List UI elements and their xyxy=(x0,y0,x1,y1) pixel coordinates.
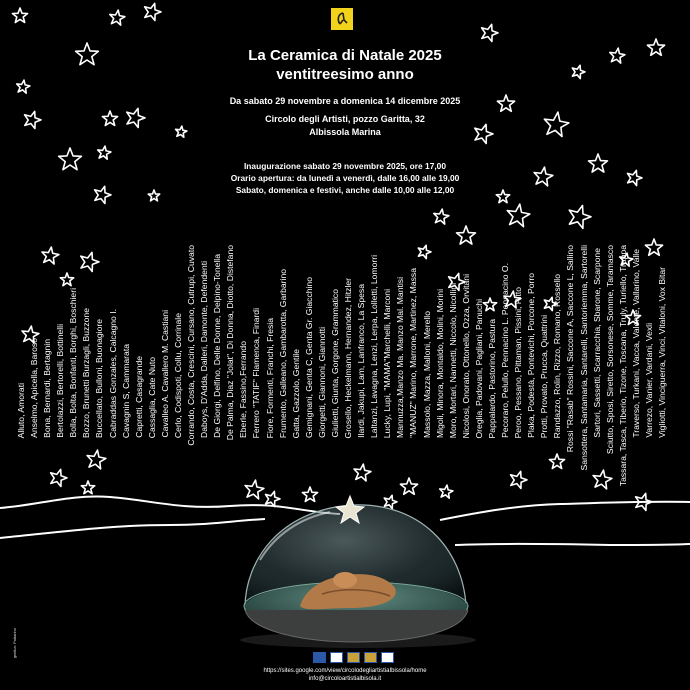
artist-column: Pappalardo, Pastorino, Pastura xyxy=(486,318,497,438)
artist-column: De Palma, Diaz "Jolat", Di Donna, Diotto, Distefano xyxy=(225,245,236,441)
artist-column: Cerlo, Codispoti, Collu, Corrinale xyxy=(172,312,183,438)
event-venue: Circolo degli Artisti, pozzo Garitta, 32 xyxy=(265,114,425,124)
footer-email[interactable]: info@circoloartistialbisola.it xyxy=(308,676,382,682)
municipality-crest-icon xyxy=(347,652,360,663)
artist-column: Cavalleo A. Cavallero M. Castiani xyxy=(159,310,170,438)
artist-column: Capretti, Casagrande xyxy=(133,356,144,438)
graphic-credit: grafica: Pattarino xyxy=(12,628,17,659)
artist-column: Randazzo, Rolin, Rizzo, Romano, Rossello xyxy=(552,273,563,438)
artist-column: De Giorgi, Delfino, Delle Donne, Delpino-Tonella xyxy=(212,254,223,438)
inauguration-text: Inaugurazione sabato 29 novembre 2025, ore 17,00 xyxy=(243,161,446,171)
artist-column: Moro, Mortari, Nannetti, Niccolo, Nicollini xyxy=(447,282,458,438)
artist-column: Bolla, Bolta, Bonfanti, Borghi, Boschieri xyxy=(68,288,79,438)
artist-column: Migoli, Minora, Montaldo, Molini, Morini xyxy=(434,288,445,438)
artist-column: Cabraddas Gonzales, Calcagno I. xyxy=(107,309,118,438)
artist-column: Bona, Bernardi, Bertagnin xyxy=(42,339,53,438)
artist-column: Gatta, Gazzolo, Gentile xyxy=(290,348,301,438)
artist-column: Grosello, Heckelmann, Hernandez, Hitzler xyxy=(343,277,354,438)
artist-column: Vigliotti, Vinciguerra, Vinci, Vitaloni, Vox Bitar xyxy=(657,267,667,438)
artist-column: Ferrero "TATIF" Flamenca, Finardi xyxy=(251,307,262,438)
artist-column: Eberle, Fassino,Ferrando xyxy=(238,341,249,438)
artist-column: Cavagnin S, Cammarata xyxy=(120,343,131,438)
sponsor-logo-icon xyxy=(330,652,343,663)
artist-column: Traverso, Turkani, Vacca, Valente, Vallarino, Valle xyxy=(630,249,641,438)
opening-hours-weekdays: Orario apertura: da lunedì a venerdì, dalle 16,00 alle 19,00 xyxy=(230,173,460,183)
artist-column: Anselmo, Apicella, Baroso xyxy=(29,338,40,438)
artist-column: Bertolazzi, Bertorelli, Bottinelli xyxy=(55,324,66,438)
sponsor-logos xyxy=(313,652,394,663)
artist-column: Protti, Provato, Prucca, Quattrini xyxy=(539,314,550,438)
artist-column: Bozzo, Brunetti Burzagli, Buzzone xyxy=(81,308,92,438)
artist-column: Mannuzza,Manzo Ma. Manzo Mal. Mantisi xyxy=(395,277,406,438)
opening-hours-weekend: Sabato, domenica e festivi, anche dalle 10,00 alle 12,00 xyxy=(235,185,455,195)
artist-column: Corrando, Costa, Crescini, Cursano, Cutrupi, Cuvato xyxy=(186,245,197,446)
artist-column: Sartori, Sassetti, Scarracchia, Sbarone, Scarpone xyxy=(591,248,602,438)
event-town: Albissola Marina xyxy=(309,127,381,137)
artist-column: Giorgetti, Giannoni, Giannotti xyxy=(316,327,327,438)
artist-column: Frumento, Galleano, Gambarotta, Garbarino xyxy=(277,268,288,438)
artist-column: Giulietti, Giunta, Gorgone, Grammatico xyxy=(329,289,340,438)
artist-column: Sansottera, Santamaria, Santarelli, Santoriemma, Sartorelli xyxy=(578,245,589,471)
poster-subtitle: ventitreesimo anno xyxy=(276,66,414,83)
eu-flag-icon xyxy=(313,652,326,663)
artist-column: Sciutto, Sposi, Siretto, Sorsonese, Somme, Taramasco xyxy=(604,245,615,455)
artist-column: Laltanzi, Lavagna, Lenzi, Lerpa, Lolletti, Lomorri xyxy=(369,255,380,438)
poster-title: La Ceramica di Natale 2025 xyxy=(248,47,442,64)
artist-column: Buccellato, Bulloni, Buonagiore xyxy=(94,319,105,438)
artist-column: Tassara, Tasca, Tiberio, Tizone, Toscana, Truly, Turiello, Trappa xyxy=(617,245,628,487)
artist-column: Rossi "Rasab" Rossini, Saccone A, Saccone L, Sallino xyxy=(565,245,576,453)
artist-column: "MANUZ" Marino, Marrone, Martinez, Massa xyxy=(408,268,419,438)
association-logo-icon xyxy=(381,652,394,663)
artist-column: Pecoraro, Pelullo, Pennacino L. Pennacino O. xyxy=(500,263,511,438)
artist-column: Oreglia, Padovani, Pagliani, Panuchi xyxy=(473,298,484,438)
artist-column: Cassaglia, Cate Nuto xyxy=(146,356,157,438)
artist-column: Varrezo, Vanier, Vardani, Vexli xyxy=(643,323,654,438)
artist-column: Alluto, Amorati xyxy=(16,382,26,438)
artist-column: Fiore, Formenti, Franchi, Fresia xyxy=(264,317,275,438)
artist-column: Ilardi, Jakupi, Lam, Lanfranco, La Spesa xyxy=(356,284,367,438)
artist-column: Plaka, Podestà, Pontevichi, Porcone, Porro xyxy=(526,273,537,438)
artist-column: Daboys, D'Adda, Dalleri, Damonte, Defendenti xyxy=(199,261,210,438)
artist-column: Nicolosi, Onorato, Ottonello, Ozza, Orvitani xyxy=(460,273,471,438)
artist-column: Peroo, Pessano, Pittaman, Pissini, Pitto xyxy=(513,286,524,438)
artist-column: Massolo, Mazza, Malloni, Merello xyxy=(421,310,432,438)
region-crest-icon xyxy=(364,652,377,663)
artist-column: Lucky, Lupi, "MAMA"Marchelli, Marconi xyxy=(382,288,393,438)
event-dates: Da sabato 29 novembre a domenica 14 dicembre 2025 xyxy=(229,96,461,106)
footer-website[interactable]: https://sites.google.com/view/circolodegliartistiaIbissola/home xyxy=(263,668,427,674)
artist-column: Gemignani, Genta C, Genta Gr. Giacchino xyxy=(303,277,314,438)
